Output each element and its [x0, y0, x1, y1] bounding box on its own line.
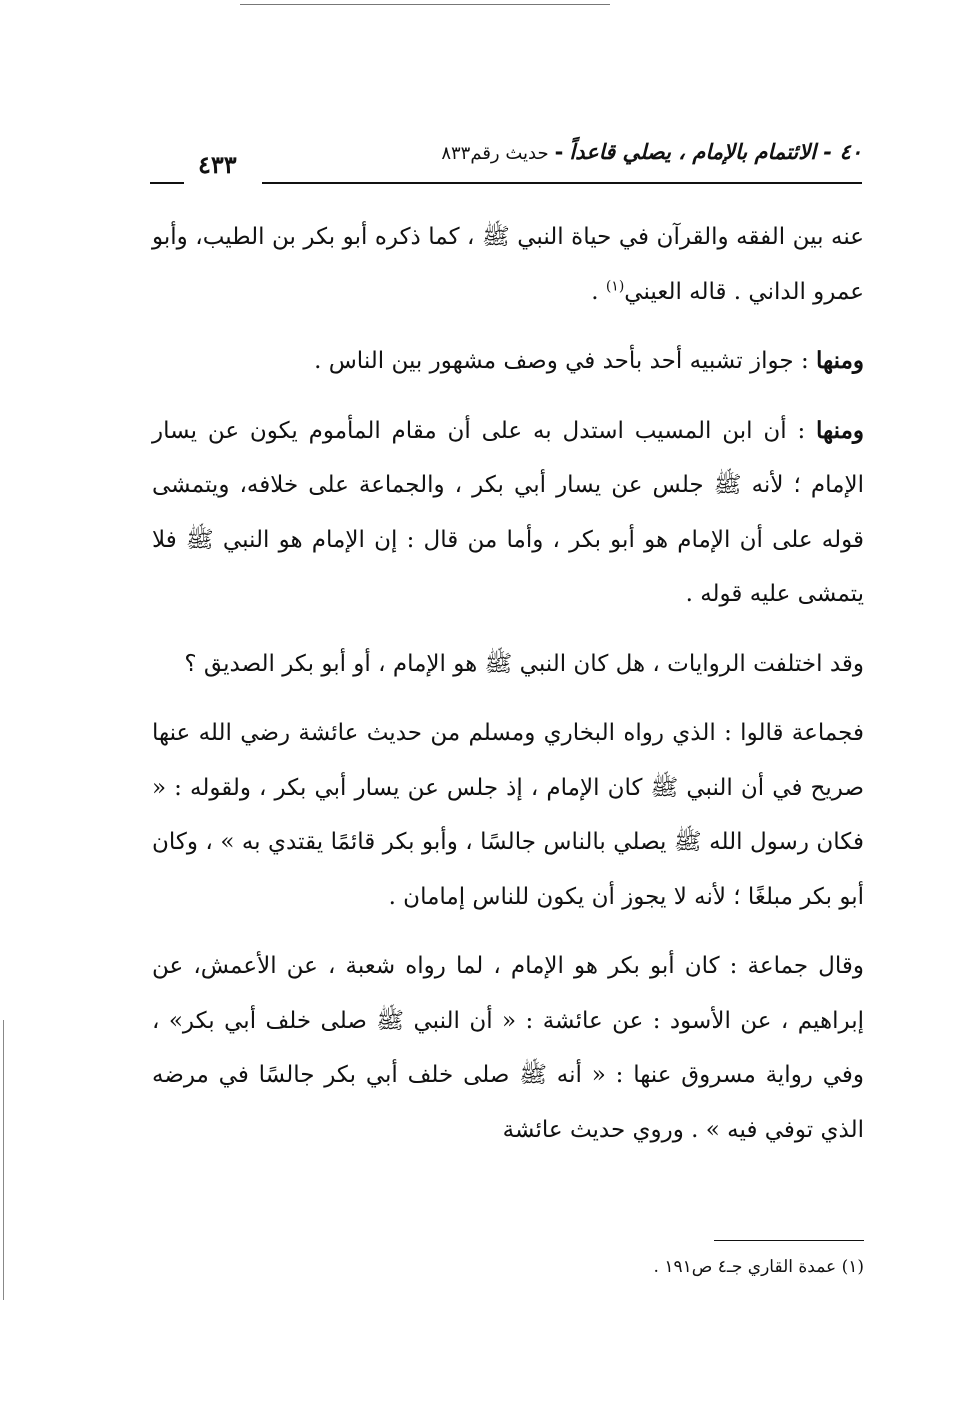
- header-rule: [262, 182, 862, 184]
- scan-edge-line: [240, 4, 610, 5]
- paragraph-lead: ومنها: [816, 416, 864, 444]
- paragraph: [152, 334, 864, 389]
- header-separator: -: [554, 140, 564, 164]
- paragraph: [152, 210, 864, 319]
- paragraph-lead: ومنها: [816, 347, 864, 374]
- paragraph-text: وقد اختلفت الروايات ، هل كان النبي ﷺ هو الإمام ، أو أبو بكر الصديق ؟: [184, 650, 864, 677]
- chapter-title: ٤٠ - الائتمام بالإمام ، يصلي قاعداً: [569, 140, 862, 164]
- main-text: [152, 210, 864, 1172]
- paragraph-text: عنه بين الفقه والقرآن في حياة النبي ﷺ ، كما ذكره أبو بكر بن الطيب، وأبو عمرو الداني . قاله العيني: [152, 224, 864, 305]
- header-rule-short: [150, 182, 184, 184]
- footnote: (١) عمدة القاري جـ٤ ص١٩١ .: [653, 1257, 864, 1277]
- paragraph: [152, 939, 864, 1157]
- paragraph-text: فجماعة قالوا : الذي رواه البخاري ومسلم من حديث عائشة رضي الله عنها صريح في أن النبي ﷺ كان الإمام ، إذ جلس عن يسار أبي بكر ، ولقوله : « فكان رسول الله ﷺ يصلي بالناس جالسًا ، وأبو بكر قائمًا يقتدي به » ، وكان أبو بكر مبلغًا ؛ لأنه لا يجوز أن يكون للناس إمامان .: [152, 720, 864, 910]
- paragraph: [152, 637, 864, 692]
- page-number: ٤٣٣: [198, 150, 237, 179]
- footnote-reference: (١): [605, 277, 625, 294]
- paragraph-text: وقال جماعة : كان أبو بكر هو الإمام ، لما رواه شعبة ، عن الأعمش، عن إبراهيم ، عن الأسود : عن عائشة : « أن النبي ﷺ صلى خلف أبي بكر» ، وفي رواية مسروق عنها : « أنه ﷺ صلى خلف أبي بكر جالسًا في مرضه الذي توفي فيه » . وروي حديث عائشة: [152, 953, 864, 1143]
- paragraph-text: : جواز تشبيه أحد بأحد في وصف مشهور بين الناس .: [314, 348, 817, 374]
- paragraph: [152, 404, 864, 622]
- paragraph-text: : أن ابن المسيب استدل به على أن مقام المأموم يكون عن يسار الإمام ؛ لأنه ﷺ جلس عن يسار أبي بكر ، والجماعة على خلافه، ويتمشى قوله على أن الإمام هو أبو بكر ، وأما من قال : إن الإمام هو النبي ﷺ فلا يتمشى عليه قوله .: [152, 417, 864, 607]
- scan-margin-line: [3, 1020, 4, 1300]
- hadith-number: حديث رقم٨٣٣: [441, 143, 549, 164]
- paragraph-tail: .: [591, 278, 606, 305]
- running-header: [441, 140, 862, 164]
- footnote-rule: [714, 1240, 864, 1241]
- paragraph: [152, 706, 864, 924]
- page-header: [150, 138, 862, 194]
